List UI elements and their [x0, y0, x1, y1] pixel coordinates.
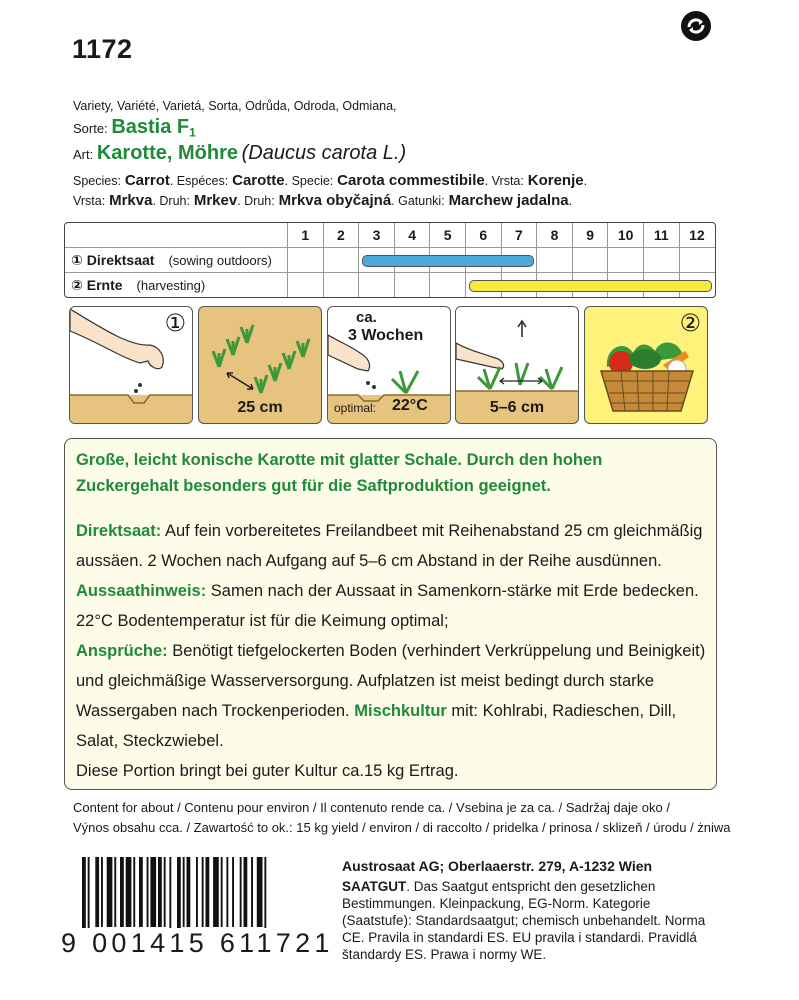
calendar-cell: [358, 273, 394, 297]
barcode-bar: [133, 857, 135, 927]
germination-ca: ca.: [356, 309, 377, 326]
calendar-month-2: 2: [323, 223, 359, 247]
sp-value: Korenje: [527, 172, 584, 189]
barcode-bar: [244, 857, 248, 927]
sorte-label: Sorte:: [73, 121, 108, 136]
direktsaat-text: Auf fein vorbereitetes Freilandbeet mit Reihenabstand 25 cm gleichmäßig aussäen. 2 Wochen nach Aufgang auf 5–6 cm Abstand in der Reihe ausdünnen.: [76, 522, 703, 570]
sp-label: . Gatunki:: [391, 194, 445, 208]
calendar-row-harvest: [65, 273, 715, 297]
species-translations-2: [73, 192, 572, 209]
sp-value: Mrkva: [109, 192, 153, 209]
calendar-header-row: [65, 223, 715, 248]
article-number: 1172: [72, 34, 133, 64]
calendar-month-9: 9: [572, 223, 608, 247]
barcode-bar: [232, 857, 234, 927]
species-translations-1: [73, 172, 587, 189]
harvest-period-bar: [469, 280, 712, 292]
species-name: [73, 142, 406, 165]
barcode-bar: [158, 857, 162, 927]
barcode-bar: [213, 857, 219, 927]
variety-languages: Variety, Variété, Varietá, Sorta, Odrůda, Odroda, Odmiana,: [73, 99, 397, 113]
sp-label: . Druh:: [152, 194, 190, 208]
calendar-month-5: 5: [429, 223, 465, 247]
germination-temperature: 22°C: [392, 397, 428, 414]
saatgut-heading: SAATGUT: [342, 879, 407, 894]
barcode-bar: [221, 857, 223, 927]
calendar-cell: [287, 273, 323, 297]
calendar-cell: [323, 273, 359, 297]
barcode-bar: [88, 857, 90, 937]
sp-end: .: [583, 174, 588, 188]
calendar-cell: [323, 248, 359, 272]
calendar-month-3: 3: [358, 223, 394, 247]
sp-value: Carrot: [124, 172, 170, 189]
calendar-cell: [679, 248, 715, 272]
calendar-month-10: 10: [607, 223, 643, 247]
calendar-month-4: 4: [394, 223, 430, 247]
ansprueche-text: Benötigt tiefgelockerten Boden (verhindert Verkrüppelung und Beinigkeit) und gleichmäßige Wasserversorgung. Aufplatzen ist meist bedingt durch starke Wassergaben nach Trockenperioden.: [76, 642, 706, 720]
germination-weeks: 3 Wochen: [348, 327, 424, 344]
barcode-bar: [164, 857, 166, 927]
ansprueche-heading: Ansprüche:: [76, 642, 168, 660]
barcode-bar: [95, 857, 99, 927]
panel-sowing-hand: [69, 306, 193, 424]
calendar-row-label: ② Ernte (harvesting): [71, 277, 206, 293]
barcode-bar: [107, 857, 113, 927]
step-1-badge: ①: [164, 310, 186, 337]
calendar-cell: [643, 248, 679, 272]
row-spacing-label: 25 cm: [237, 399, 283, 416]
barcode-bar: [226, 857, 228, 927]
calendar-cell: [287, 248, 323, 272]
content-languages-line-1: Content for about / Contenu pour environ / Il contenuto rende ca. / Vsebina je za ca. / Sadržaj daje oko /: [73, 800, 670, 815]
aussaat-heading: Aussaathinweis:: [76, 582, 207, 600]
calendar-cell: [536, 248, 572, 272]
sorte-sub: 1: [189, 125, 196, 140]
sp-label: . Vrsta:: [484, 174, 524, 188]
sp-value: Carota commestibile: [337, 172, 485, 189]
barcode-bar: [206, 857, 210, 927]
barcode-bar: [169, 857, 171, 937]
sp-value: Mrkva obyčajná: [278, 192, 392, 209]
calendar-month-11: 11: [643, 223, 679, 247]
barcode-bar: [139, 857, 143, 927]
sowing-period-bar: [362, 255, 534, 267]
company-address: Austrosaat AG; Oberlaaerstr. 279, A-1232 Wien: [342, 858, 653, 874]
barcode-bar: [202, 857, 204, 927]
barcode-bar: [150, 857, 156, 927]
barcode-bar: [257, 857, 263, 927]
barcode-bar: [187, 857, 191, 927]
variety-name: [73, 116, 196, 140]
barcode-bar: [264, 857, 266, 937]
calendar-cell: [572, 248, 608, 272]
calendar-month-12: 12: [679, 223, 715, 247]
calendar-row-label: ① Direktsaat (sowing outdoors): [71, 252, 272, 268]
barcode-bar: [177, 857, 181, 937]
sowing-calendar: [64, 222, 716, 298]
germination-optimal-label: optimal:: [334, 401, 377, 415]
panel-germination: [327, 306, 451, 424]
sp-end: .: [568, 194, 573, 208]
seed-legal-text: [342, 878, 722, 963]
sp-label: . Espéces:: [169, 174, 229, 188]
calendar-month-6: 6: [465, 223, 501, 247]
barcode-bar: [251, 857, 253, 927]
barcode-bar: [114, 857, 116, 927]
recycle-icon: [680, 10, 712, 42]
barcode-bar: [183, 857, 185, 927]
description-body: [76, 516, 716, 786]
mischkultur-heading: Mischkultur: [354, 702, 447, 720]
sp-value: Marchew jadalna: [448, 192, 569, 209]
art-label: Art:: [73, 147, 94, 162]
thinning-spacing-label: 5–6 cm: [489, 399, 545, 416]
calendar-cell: [394, 273, 430, 297]
barcode-bar: [126, 857, 132, 927]
sp-label: Vrsta:: [73, 194, 106, 208]
panel-row-spacing: [198, 306, 322, 424]
art-value: Karotte, Möhre: [96, 142, 238, 164]
sorte-value: Bastia F: [111, 116, 190, 138]
sp-label: . Specie:: [284, 174, 334, 188]
barcode-bar: [240, 857, 242, 927]
portion-text: Diese Portion bringt bei guter Kultur ca.15 kg Ertrag.: [76, 762, 459, 780]
sp-label: . Druh:: [237, 194, 275, 208]
panel-harvest: [584, 306, 708, 424]
step-2-badge: ②: [679, 310, 701, 337]
direktsaat-heading: Direktsaat:: [76, 522, 162, 540]
calendar-month-8: 8: [536, 223, 572, 247]
saatgut-text: . Das Saatgut entspricht den gesetzlichen Bestimmungen. Kleinpackung, EG-Norm. Kategorie (Saatstufe): Standardsaatgut; chemisch unbehandelt. Norma CE. Pravila in standardi ES. EU pravila i standardi. Pravidlá štandardy ES. Prawa i normy WE.: [342, 879, 706, 962]
aussaat-text: Samen nach der Aussaat in Samenkorn-stärke mit Erde bedecken. 22°C Bodentemperatur ist für die Keimung optimal;: [76, 582, 699, 630]
description-intro: Große, leicht konische Karotte mit glatter Schale. Durch den hohen Zuckergehalt besonders gut für die Saftproduktion geeignet.: [76, 451, 603, 495]
barcode-bar: [120, 857, 124, 927]
cultivation-text: [76, 516, 716, 636]
requirements-text: [76, 636, 716, 756]
barcode-bar: [101, 857, 103, 927]
mischkultur-text: mit: Kohlrabi, Radieschen, Dill, Salat, Steckzwiebel.: [76, 702, 677, 750]
sp-value: Carotte: [232, 172, 285, 189]
calendar-month-1: 1: [287, 223, 323, 247]
calendar-cell: [607, 248, 643, 272]
calendar-row-sowing: [65, 248, 715, 273]
barcode-bar: [82, 857, 86, 937]
barcode-number: 9 001415 611721: [61, 928, 334, 958]
barcode-bar: [196, 857, 198, 927]
barcode-bar: [147, 857, 149, 927]
sp-label: Species:: [73, 174, 121, 188]
calendar-cell: [429, 273, 465, 297]
art-latin: (Daucus carota L.): [241, 142, 407, 164]
sp-value: Mrkev: [193, 192, 238, 209]
content-languages-line-2: Výnos obsahu cca. / Zawartość to ok.: 15 kg yield / environ / di raccolto / pridelka / prinosa / sklizeň / úrodu / żniwa: [73, 820, 731, 835]
calendar-month-7: 7: [501, 223, 537, 247]
panel-thinning: [455, 306, 579, 424]
